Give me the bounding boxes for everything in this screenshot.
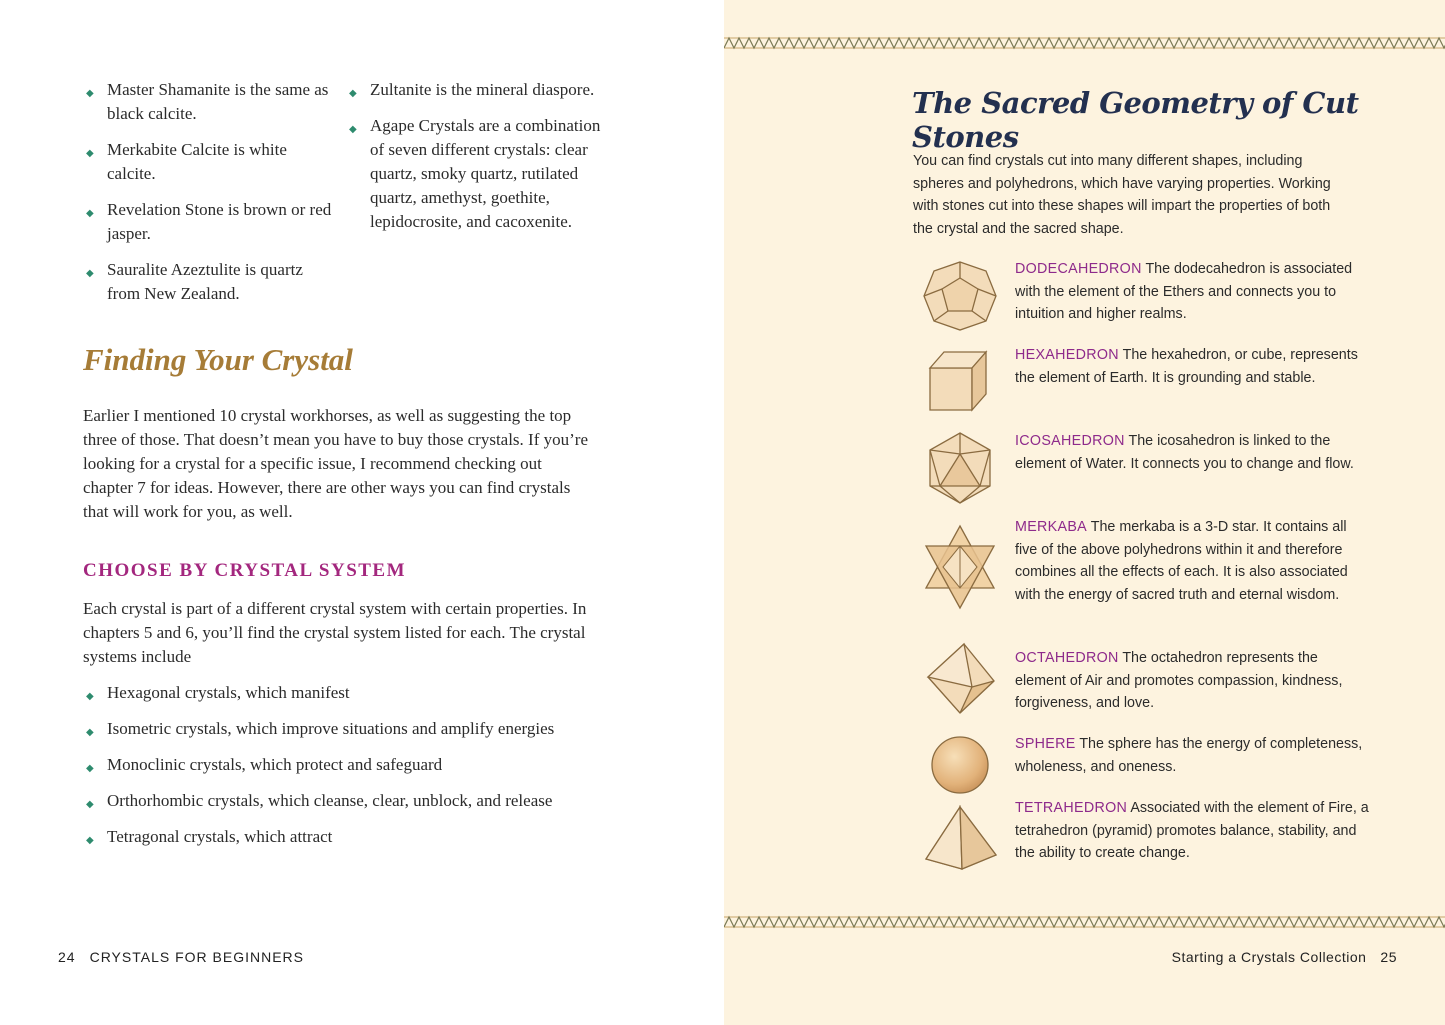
diamond-bullet-icon: ◆ [86, 148, 94, 159]
tetrahedron-icon [922, 803, 998, 879]
body-paragraph: Earlier I mentioned 10 crystal workhorses, as well as suggesting the top three of those. That doesn’t mean you have to buy those crystals. If you’re looking for a crystal for a specific issue, I recommend checking out chapter 7 for ideas. However, there are other ways you can find crystals that will work for you, as well. [83, 406, 588, 521]
diamond-bullet-icon: ◆ [86, 763, 94, 774]
page-footer-right [1172, 949, 1397, 965]
shape-name: ICOSAHEDRON [1015, 433, 1125, 449]
hexahedron-icon [922, 344, 998, 420]
book-title: CRYSTALS FOR BEGINNERS [89, 949, 304, 965]
sphere-icon [922, 727, 998, 803]
list-item: ◆ Hexagonal crystals, which manifest [83, 681, 643, 705]
diamond-bullet-icon: ◆ [86, 268, 94, 279]
zigzag-border-top [724, 36, 1445, 50]
shape-description: The hexahedron, or cube, represents the element of Earth. It is grounding and stable. [1015, 347, 1358, 386]
page-number: 25 [1380, 949, 1397, 965]
diamond-bullet-icon: ◆ [86, 799, 94, 810]
right-page-sidebar [724, 0, 1445, 1025]
sidebar-intro: You can find crystals cut into many different shapes, including spheres and polyhedrons, which have varying properties. Working with stones cut into these shapes will impart the properties of both the crystal and the sacred shape. [913, 153, 1331, 237]
shape-name: DODECAHEDRON [1015, 261, 1142, 277]
list-item: ◆ Revelation Stone is brown or red jasper. [86, 200, 332, 243]
list-item: ◆ Sauralite Azeztulite is quartz from New Zealand. [86, 260, 303, 303]
list-item: ◆ Tetragonal crystals, which attract [83, 825, 643, 849]
shape-description: The merkaba is a 3-D star. It contains all five of the above polyhedrons within it and therefore combines all the effects of each. It is also associated with the energy of sacred truth and eternal wisdom. [1015, 519, 1348, 603]
shape-description: The dodecahedron is associated with the element of the Ethers and connects you to intuition and higher realms. [1015, 261, 1353, 322]
diamond-bullet-icon: ◆ [86, 691, 94, 702]
icosahedron-icon [922, 430, 998, 506]
diamond-bullet-icon: ◆ [86, 88, 94, 99]
shape-name: MERKABA [1015, 519, 1088, 535]
list-item: ◆ Isometric crystals, which improve situations and amplify energies [83, 717, 643, 741]
shape-description: The octahedron represents the element of Air and promotes compassion, kindness, forgiveness, and love. [1015, 650, 1343, 711]
sidebar-title: The Sacred Geometry of Cut Stones [912, 86, 1359, 154]
shape-name: TETRAHEDRON [1015, 800, 1128, 816]
subsection-heading: CHOOSE BY CRYSTAL SYSTEM [83, 560, 407, 581]
list-item: ◆ Orthorhombic crystals, which cleanse, clear, unblock, and release [83, 789, 643, 813]
bullet-column-1 [83, 78, 333, 318]
list-item: ◆ Agape Crystals are a combination of seven different crystals: clear quartz, smoky quartz, rutilated quartz, amethyst, goethite, lepidocrosite, and cacoxenite. [349, 116, 601, 231]
list-item: ◆ Monoclinic crystals, which protect and safeguard [83, 753, 643, 777]
body-paragraph: Each crystal is part of a different crystal system with certain properties. In chapters 5 and 6, you’ll find the crystal system listed for each. The crystal systems include [83, 599, 587, 666]
shape-description: The sphere has the energy of completeness, wholeness, and oneness. [1015, 736, 1363, 775]
zigzag-border-bottom [724, 915, 1445, 929]
diamond-bullet-icon: ◆ [86, 208, 94, 219]
page-number: 24 [58, 949, 76, 965]
crystal-systems-list [83, 681, 643, 861]
chapter-title: Starting a Crystals Collection [1171, 949, 1367, 965]
diamond-bullet-icon: ◆ [86, 835, 94, 846]
page-footer-left [58, 949, 304, 965]
diamond-bullet-icon: ◆ [349, 124, 357, 135]
octahedron-icon [922, 641, 998, 717]
list-item: ◆ Zultanite is the mineral diaspore. [346, 78, 606, 102]
dodecahedron-icon [922, 258, 998, 334]
bullet-column-2 [346, 78, 606, 246]
shape-name: HEXAHEDRON [1015, 347, 1119, 363]
section-heading: Finding Your Crystal [83, 342, 353, 377]
list-item: ◆ Master Shamanite is the same as black calcite. [86, 80, 329, 123]
list-item: ◆ Merkabite Calcite is white calcite. [86, 140, 287, 183]
shape-description: The icosahedron is linked to the element of Water. It connects you to change and flow. [1015, 433, 1354, 472]
shape-name: SPHERE [1015, 736, 1076, 752]
shape-name: OCTAHEDRON [1015, 650, 1119, 666]
shape-description: Associated with the element of Fire, a tetrahedron (pyramid) promotes balance, stability, and the ability to create change. [1015, 800, 1369, 861]
diamond-bullet-icon: ◆ [86, 727, 94, 738]
diamond-bullet-icon: ◆ [349, 88, 357, 99]
merkaba-icon [922, 524, 998, 610]
